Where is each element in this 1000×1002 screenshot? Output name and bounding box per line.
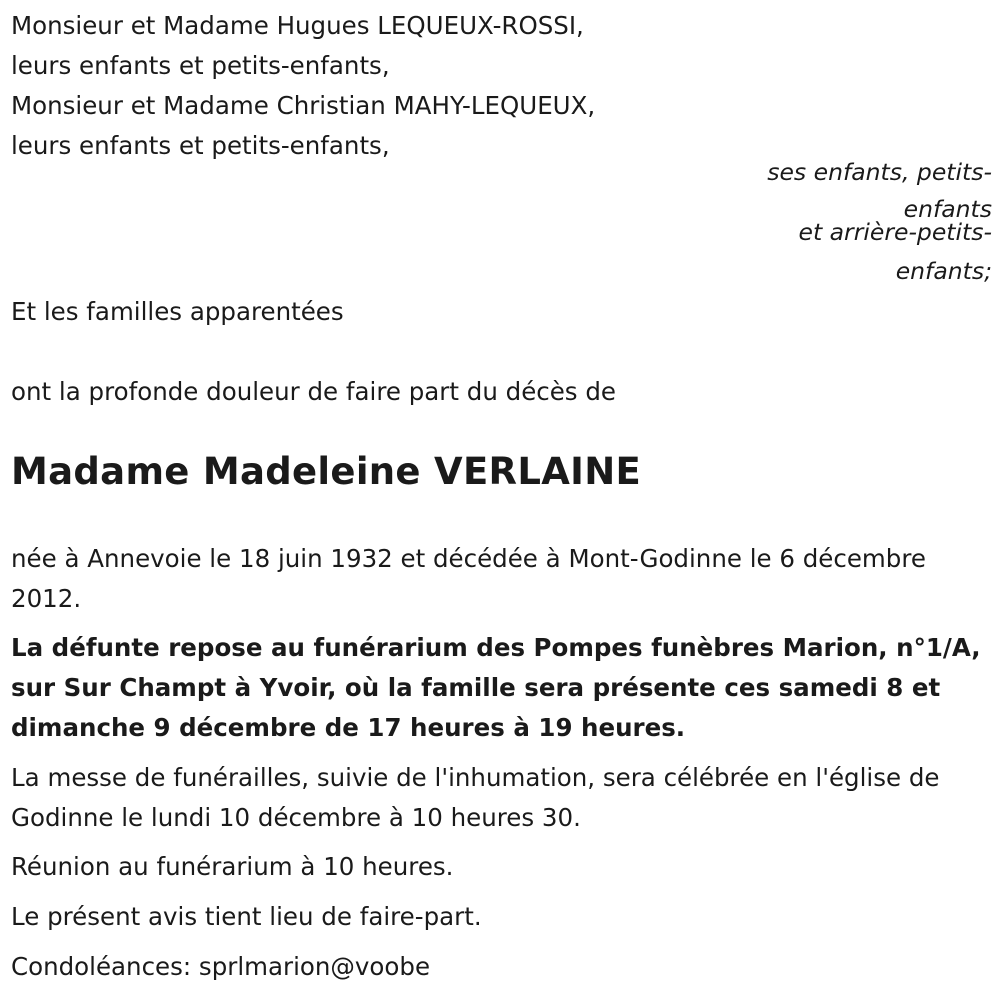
family-line-1: Monsieur et Madame Hugues LEQUEUX-ROSSI, (11, 11, 584, 40)
deceased-name: Madame Madeleine VERLAINE (11, 450, 642, 493)
descendants-line-4: enfants; (895, 257, 992, 285)
mass-text: La messe de funérailles, suivie de l'inhumation, sera célébrée en l'église de Godinne le lundi 10 décembre à 10 heures 30. (11, 763, 940, 832)
family-list (11, 6, 595, 166)
meeting-text: Réunion au funérarium à 10 heures. (11, 852, 454, 881)
condolences-text: Condoléances: sprlmarion@voobe (11, 952, 431, 981)
descendants-line-1: ses enfants, petits- (767, 158, 992, 186)
notice-text: Le présent avis tient lieu de faire-part. (11, 902, 482, 931)
descendants-block (767, 152, 992, 285)
repose-text: La défunte repose au funérarium des Pompes funèbres Marion, n°1/A, sur Sur Champt à Yvoir, où la famille sera présente ces samedi 8 et dimanche 9 décembre de 17 heures à 19 heures. (11, 633, 981, 742)
related-families: Et les familles apparentées (11, 297, 344, 326)
family-line-4: leurs enfants et petits-enfants, (11, 131, 390, 160)
announcement-text: ont la profonde douleur de faire part du décès de (11, 377, 616, 406)
family-line-2: leurs enfants et petits-enfants, (11, 51, 390, 80)
descendants-line-2: enfants (903, 195, 992, 223)
descendants-line-3: et arrière-petits- (798, 218, 992, 246)
birth-death-text: née à Annevoie le 18 juin 1932 et décédée à Mont-Godinne le 6 décembre 2012. (11, 544, 926, 613)
family-line-3: Monsieur et Madame Christian MAHY-LEQUEUX, (11, 91, 596, 120)
